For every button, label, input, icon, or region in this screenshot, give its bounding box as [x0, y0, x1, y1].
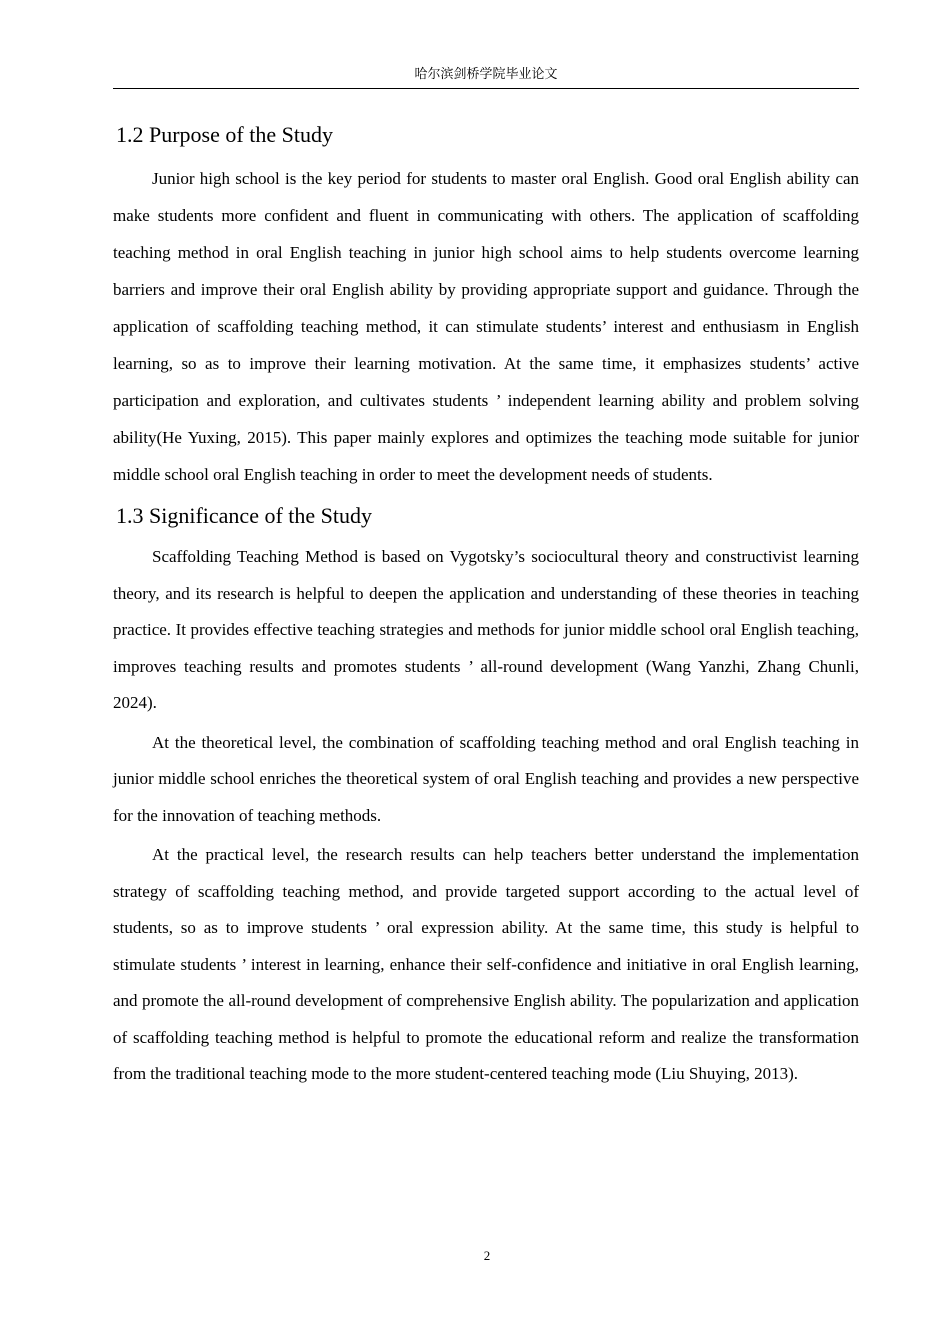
- section-purpose: [113, 118, 859, 493]
- document-body: [113, 118, 859, 1093]
- header-title: 哈尔滨剑桥学院毕业论文: [414, 67, 558, 82]
- section-heading-significance: 1.3 Significance of the Study: [116, 503, 373, 528]
- page-number: 2: [483, 1248, 491, 1263]
- page-header: [113, 66, 859, 89]
- section-significance: [113, 499, 859, 1093]
- paragraph-purpose: Junior high school is the key period for students to master oral English. Good oral English ability can make students more confident and fluent in communicating with others. The application of scaffolding teaching method in oral English teaching in junior high school aims to help students overcome learning barriers and improve their oral English ability by providing appropriate support and guidance. Through the application of scaffolding teaching method, it can stimulate students’ interest and enthusiasm in English learning, so as to improve their learning motivation. At the same time, it emphasizes students’ active participation and exploration, and cultivates students ’ independent learning ability and problem solving ability(He Yuxing, 2015). This paper mainly explores and optimizes the teaching mode suitable for junior middle school oral English teaching in order to meet the development needs of students.: [113, 169, 859, 484]
- paragraph-theoretical-level: At the theoretical level, the combination of scaffolding teaching method and oral English teaching in junior middle school enriches the theoretical system of oral English teaching and provides a new perspective for the innovation of teaching methods.: [113, 732, 859, 825]
- section-heading-purpose: 1.2 Purpose of the Study: [116, 122, 333, 147]
- paragraph-practical-level: At the practical level, the research results can help teachers better understand the implementation strategy of scaffolding teaching method, and provide targeted support according to the actual level of students, so as to improve students ’ oral expression ability. At the same time, this study is helpful to stimulate students ’ interest in learning, enhance their self-confidence and initiative in oral English learning, and promote the all-round development of comprehensive English ability. The popularization and application of scaffolding teaching method is helpful to promote the educational reform and realize the transformation from the traditional teaching mode to the more student-centered teaching mode (Liu Shuying, 2013).: [113, 845, 859, 1083]
- paragraph-significance-intro: Scaffolding Teaching Method is based on Vygotsky’s sociocultural theory and constructivist learning theory, and its research is helpful to deepen the application and understanding of these theories in teaching practice. It provides effective teaching strategies and methods for junior middle school oral English teaching, improves teaching results and promotes students ’ all-round development (Wang Yanzhi, Zhang Chunli, 2024).: [113, 547, 859, 712]
